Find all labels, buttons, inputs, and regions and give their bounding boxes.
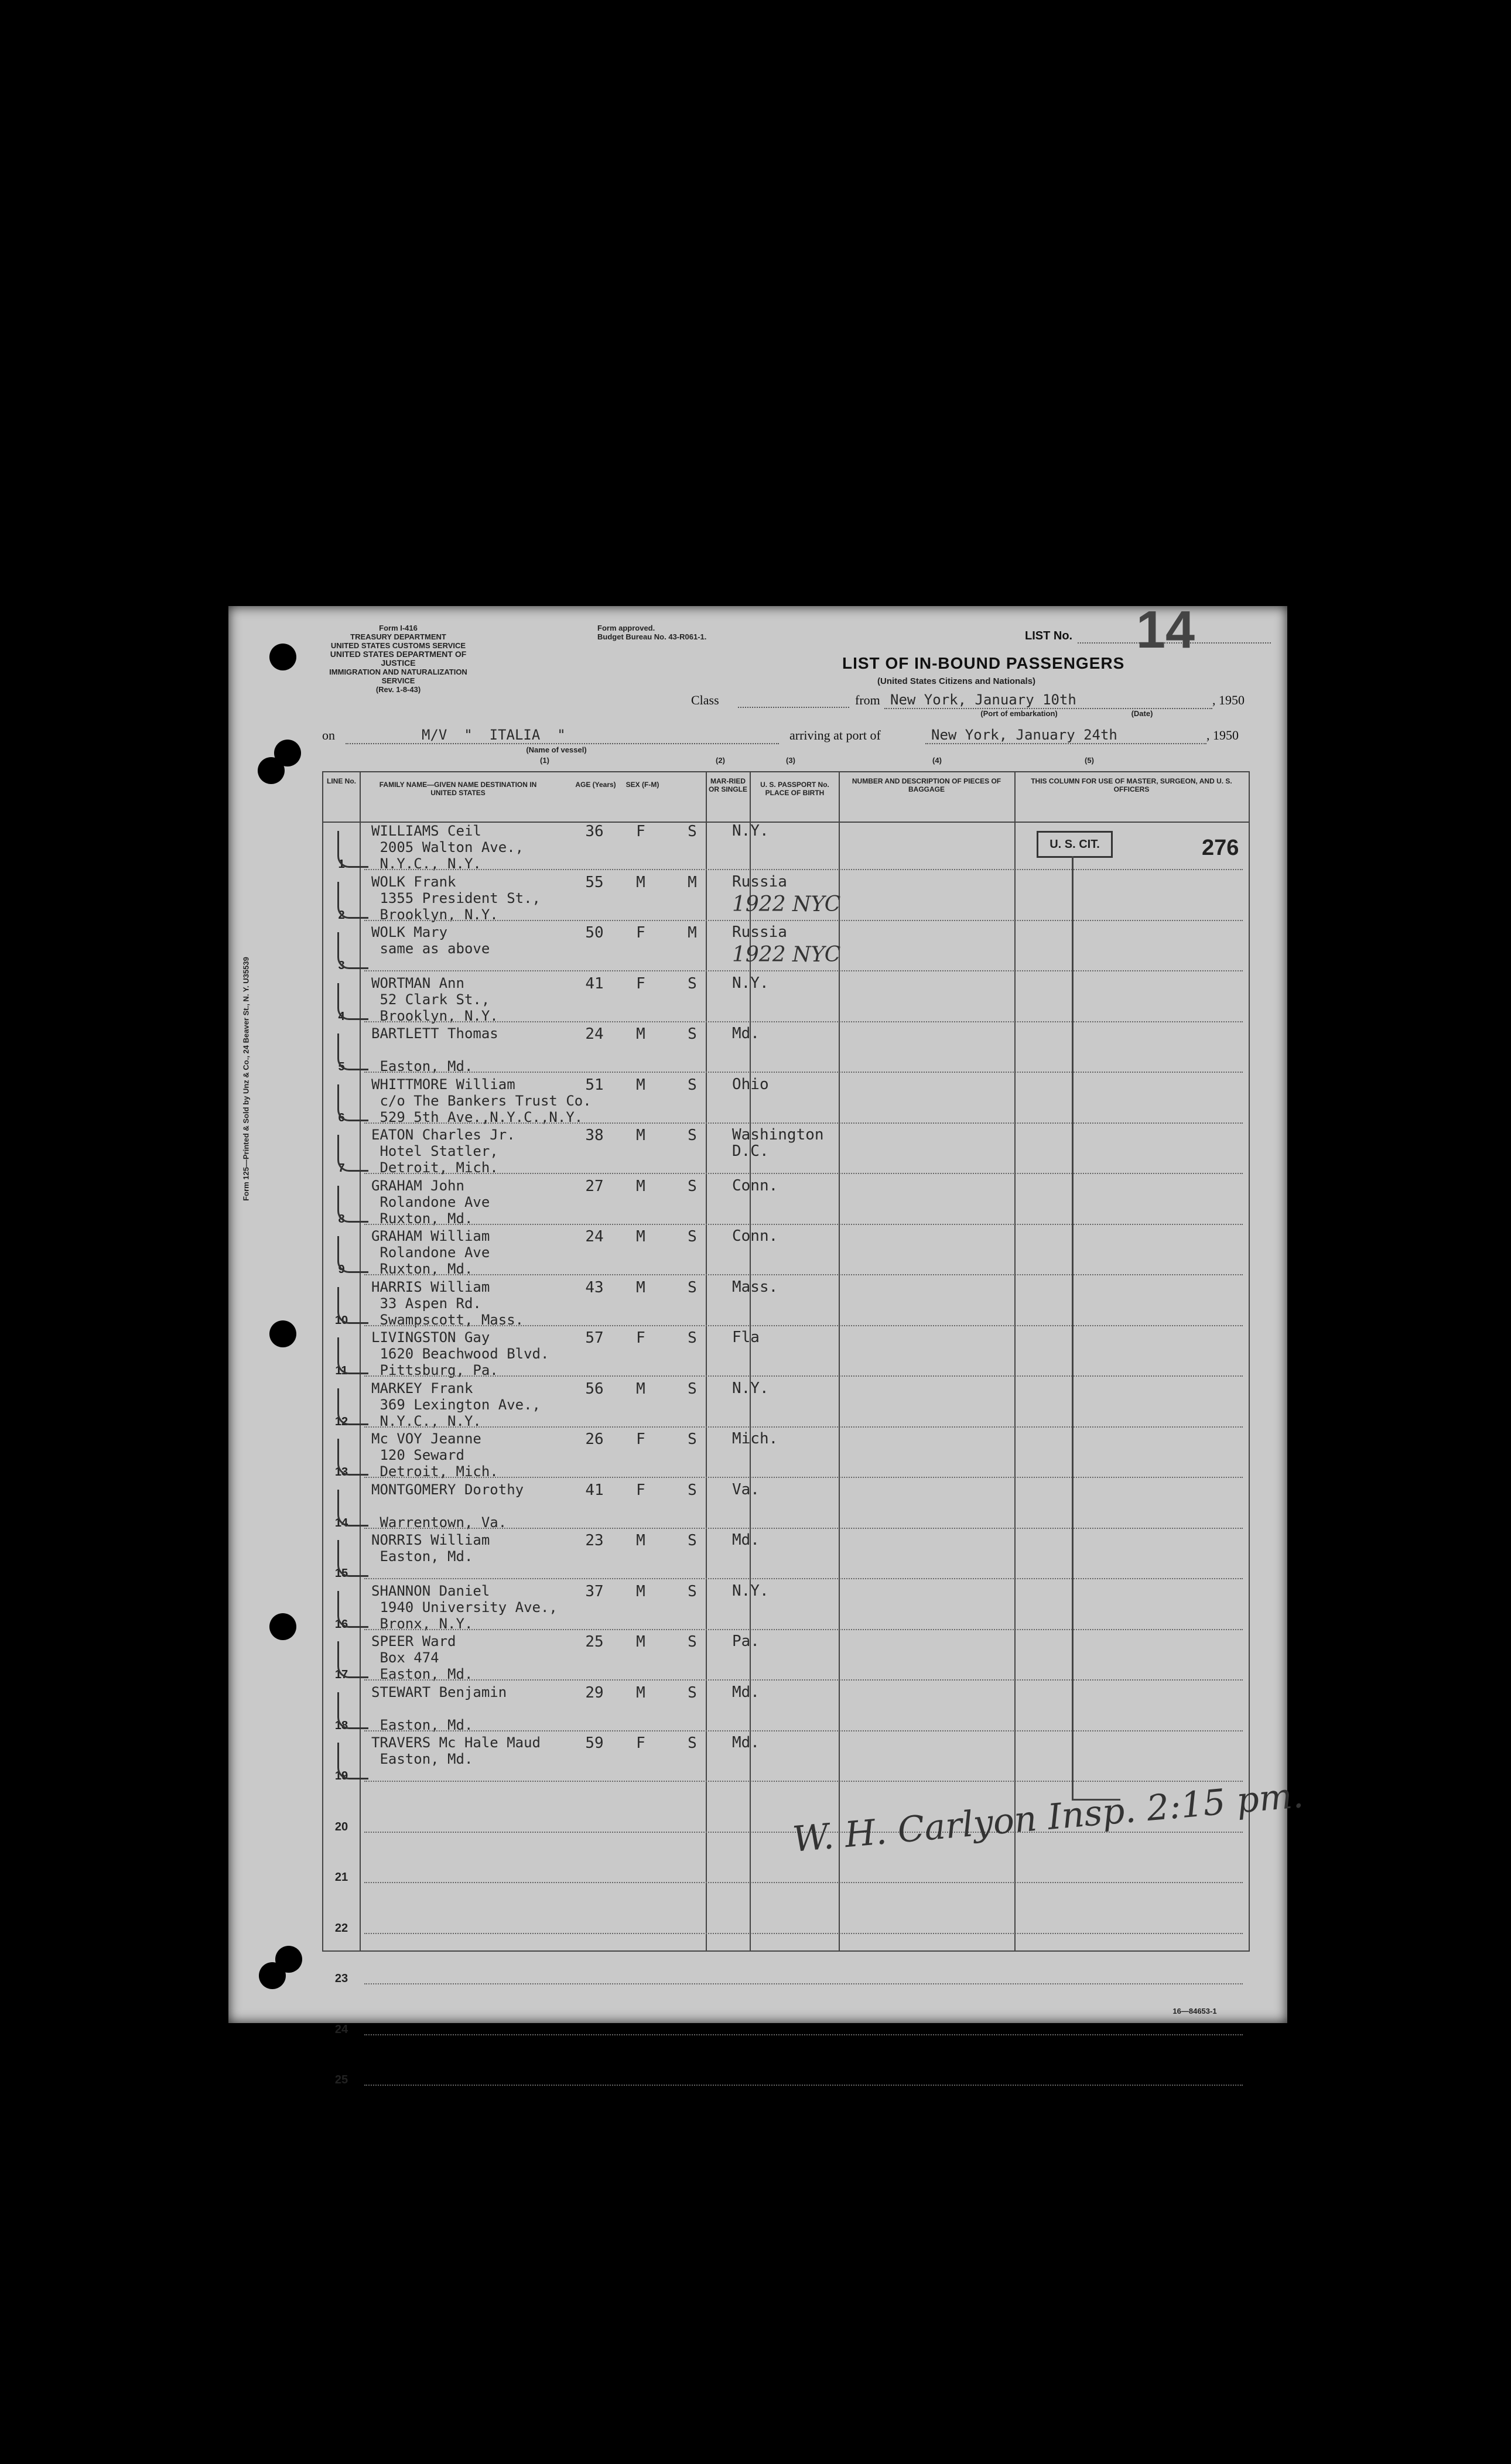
table-row	[323, 1887, 1249, 1938]
justice-label: UNITED STATES DEPARTMENT OF JUSTICE	[330, 649, 467, 668]
place-of-birth: Md.	[732, 1025, 760, 1042]
line-number: 21	[334, 1871, 348, 1884]
passenger-sex: M	[636, 1025, 645, 1043]
marital-status: S	[688, 1431, 697, 1448]
manifest-sheet	[228, 601, 1305, 2086]
check-mark	[337, 1540, 368, 1577]
check-mark	[337, 831, 368, 868]
place-of-birth: N.Y.	[732, 1379, 769, 1397]
marital-status: S	[688, 1278, 697, 1296]
place-of-birth: Russia	[732, 872, 787, 891]
line-number: 12	[334, 1415, 348, 1428]
line-number: 14	[334, 1516, 348, 1529]
passenger-age: 24	[585, 1228, 604, 1245]
passenger-age: 57	[585, 1329, 604, 1347]
line-number: 3	[338, 959, 345, 972]
check-mark	[337, 983, 368, 1020]
place-of-birth: Mich.	[732, 1430, 778, 1447]
check-mark	[337, 882, 368, 919]
from-label: from	[855, 693, 880, 707]
marital-status: S	[688, 1177, 697, 1195]
passenger-name: BARTLETT Thomas Easton, Md.	[371, 1025, 498, 1074]
col-header-line-no: LINE No.	[327, 777, 356, 785]
place-of-birth: Pa.	[732, 1633, 760, 1650]
passenger-sex: M	[636, 1177, 645, 1195]
check-mark	[337, 1337, 368, 1374]
marital-status: S	[688, 1633, 697, 1651]
agency-block	[316, 624, 480, 694]
marital-status: M	[688, 873, 697, 891]
line-number: 23	[334, 1972, 348, 1985]
line-number: 16	[334, 1617, 348, 1631]
passenger-age: 25	[585, 1633, 604, 1651]
passenger-sex: F	[636, 1329, 645, 1347]
line-number: 7	[338, 1162, 345, 1175]
line-number: 15	[334, 1567, 348, 1580]
passenger-sex: M	[636, 1076, 645, 1094]
place-of-birth: Conn.	[732, 1227, 778, 1245]
vessel-line	[346, 743, 779, 744]
marital-status: S	[688, 1734, 697, 1752]
passenger-name: MARKEY Frank 369 Lexington Ave., N.Y.C., N.Y.	[371, 1380, 541, 1429]
page-title: LIST OF IN-BOUND PASSENGERS	[842, 654, 1125, 672]
passenger-age: 24	[585, 1025, 604, 1043]
place-of-birth: Va.	[732, 1480, 760, 1498]
line-number: 10	[334, 1313, 348, 1327]
passenger-age: 23	[585, 1532, 604, 1549]
place-of-birth: N.Y.	[732, 1582, 769, 1600]
arriving-year: , 1950	[1206, 728, 1239, 742]
check-mark	[337, 1236, 368, 1273]
line-number: 22	[334, 1921, 348, 1935]
col-num-4: (4)	[932, 756, 942, 765]
arriving-line	[925, 743, 1206, 744]
col-header-married: MAR-RIED OR SINGLE	[709, 777, 748, 793]
marital-status: S	[688, 1076, 697, 1094]
passenger-sex: F	[636, 823, 645, 840]
form-approved: Form approved.	[597, 624, 655, 632]
passenger-name: WHITTMORE William c/o The Bankers Trust Co. 529 5th Ave.,N.Y.C.,N.Y.	[371, 1076, 592, 1125]
col-header-age: AGE (Years)	[575, 781, 616, 789]
passenger-sex: F	[636, 1481, 645, 1499]
passenger-sex: M	[636, 1228, 645, 1245]
passenger-name: NORRIS William Easton, Md.	[371, 1532, 490, 1565]
line-number: 20	[334, 1820, 348, 1833]
printer-margin-note: Form 125—Printed & Sold by Unz & Co., 24 Beaver St., N. Y. U35539	[241, 957, 251, 1201]
line-number: 2	[338, 908, 345, 922]
table-row	[323, 1937, 1249, 1988]
line-number: 8	[338, 1212, 345, 1226]
passenger-sex: M	[636, 1278, 645, 1296]
row-rule	[364, 2034, 1243, 2035]
marital-status: S	[688, 974, 697, 993]
check-mark	[337, 1033, 368, 1070]
customs-label: UNITED STATES CUSTOMS SERVICE	[330, 641, 466, 650]
passenger-name: WOLK Mary same as above	[371, 924, 490, 957]
passenger-sex: M	[636, 1532, 645, 1549]
check-mark	[337, 1186, 368, 1223]
place-of-birth: Md.	[732, 1683, 760, 1701]
inspector-signature: W. H. Carlyon Insp. 2:15 pm.	[791, 1775, 1305, 1860]
place-of-birth: N.Y.	[732, 974, 769, 992]
row-rule	[364, 1882, 1243, 1883]
check-mark	[337, 1743, 368, 1779]
place-of-birth: Md.	[732, 1734, 760, 1751]
passenger-name: HARRIS William 33 Aspen Rd. Swampscott, Mass.	[371, 1278, 524, 1328]
passenger-name: MONTGOMERY Dorothy Warrentown, Va.	[371, 1481, 524, 1531]
passenger-name: WILLIAMS Ceil 2005 Walton Ave., N.Y.C., N.Y.	[371, 823, 524, 872]
place-of-birth: Russia	[732, 923, 787, 941]
passenger-name: TRAVERS Mc Hale Maud Easton, Md.	[371, 1734, 541, 1767]
passenger-name: GRAHAM William Rolandone Ave Ruxton, Md.	[371, 1228, 490, 1277]
line-number: 6	[338, 1111, 345, 1124]
col-header-baggage: NUMBER AND DESCRIPTION OF PIECES OF BAGGAGE	[852, 777, 1001, 793]
passenger-age: 37	[585, 1582, 604, 1600]
line-number: 19	[334, 1770, 348, 1782]
passenger-sex: M	[636, 1380, 645, 1398]
check-mark	[337, 1641, 368, 1678]
place-of-birth: Md.	[732, 1531, 760, 1549]
place-of-birth: Ohio	[732, 1075, 769, 1093]
passenger-name: Mc VOY Jeanne 120 Seward Detroit, Mich.	[371, 1431, 498, 1480]
check-mark	[337, 1591, 368, 1628]
table-row	[323, 1988, 1249, 2039]
passenger-age: 41	[585, 974, 604, 993]
on-label: on	[322, 728, 335, 742]
line-number: 24	[334, 2022, 348, 2036]
row-rule	[364, 1933, 1243, 1934]
passenger-name: LIVINGSTON Gay 1620 Beachwood Blvd. Pittsburg, Pa.	[371, 1329, 549, 1378]
check-mark	[337, 1692, 368, 1729]
check-mark	[337, 1490, 368, 1527]
from-year: , 1950	[1212, 693, 1245, 707]
line-number: 1	[338, 858, 345, 871]
passenger-name: WORTMAN Ann 52 Clark St., Brooklyn, N.Y.	[371, 974, 498, 1024]
passenger-name: STEWART Benjamin Easton, Md.	[371, 1683, 507, 1733]
place-of-birth: N.Y.	[732, 822, 769, 840]
check-mark	[337, 932, 368, 969]
passenger-name: SPEER Ward Box 474 Easton, Md.	[371, 1633, 473, 1682]
marital-status: S	[688, 1582, 697, 1600]
rev-label: (Rev. 1-8-43)	[375, 685, 421, 694]
marital-status: S	[688, 1683, 697, 1702]
citizen-stamp: U. S. CIT.	[1037, 831, 1113, 858]
passenger-age: 43	[585, 1278, 604, 1296]
col-header-sex: SEX (F-M)	[625, 781, 659, 789]
officer-bracket-line	[1072, 856, 1120, 1801]
check-mark	[337, 1388, 368, 1425]
handwritten-note: 1922 NYC	[732, 943, 841, 967]
col-num-5: (5)	[1085, 756, 1094, 765]
passenger-sex: M	[636, 1582, 645, 1600]
line-number: 9	[338, 1263, 345, 1276]
list-number: 14	[1136, 601, 1195, 659]
arriving-label: arriving at port of	[789, 728, 881, 742]
passenger-sex: F	[636, 1431, 645, 1448]
passenger-age: 55	[585, 873, 604, 891]
ins-label: IMMIGRATION AND NATURALIZATION SERVICE	[329, 668, 467, 685]
punch-hole	[269, 644, 296, 670]
line-number: 4	[338, 1009, 345, 1023]
passenger-sex: M	[636, 1127, 645, 1144]
col-num-2: (2)	[716, 756, 725, 765]
vessel-caption: (Name of vessel)	[526, 745, 587, 754]
row-rule	[364, 2085, 1243, 2086]
check-mark	[337, 1287, 368, 1324]
passenger-name: SHANNON Daniel 1940 University Ave., Bronx, N.Y.	[371, 1582, 558, 1632]
line-number: 13	[334, 1466, 348, 1479]
passenger-age: 59	[585, 1734, 604, 1752]
marital-status: S	[688, 823, 697, 840]
handwritten-note: 1922 NYC	[732, 892, 841, 916]
passenger-age: 50	[585, 924, 604, 942]
budget-bureau: Budget Bureau No. 43-R061-1.	[597, 632, 707, 641]
col-header-passport: U. S. PASSPORT No. PLACE OF BIRTH	[760, 781, 829, 797]
passenger-age: 41	[585, 1481, 604, 1499]
punch-hole	[259, 1962, 286, 1989]
place-of-birth: Conn.	[732, 1176, 778, 1195]
passenger-sex: F	[636, 1734, 645, 1752]
check-mark	[337, 1135, 368, 1172]
line-number: 17	[334, 1668, 348, 1681]
check-mark	[337, 1084, 368, 1121]
page-subtitle: (United States Citizens and Nationals)	[877, 676, 1036, 686]
marital-status: S	[688, 1228, 697, 1245]
footer-code: 16—84653-1	[1172, 2007, 1217, 2015]
from-value: New York, January 10th	[890, 692, 1076, 708]
punch-hole	[258, 757, 285, 784]
passenger-age: 56	[585, 1380, 604, 1398]
marital-status: S	[688, 1025, 697, 1043]
marital-status: S	[688, 1329, 697, 1347]
marital-status: M	[688, 924, 697, 942]
passenger-sex: M	[636, 1683, 645, 1702]
passenger-age: 27	[585, 1177, 604, 1195]
check-mark	[337, 1439, 368, 1476]
approval-block	[597, 624, 738, 641]
passenger-age: 29	[585, 1683, 604, 1702]
treasury-label: TREASURY DEPARTMENT	[350, 632, 446, 641]
date-caption: (Date)	[1131, 709, 1153, 718]
passenger-age: 51	[585, 1076, 604, 1094]
col-num-3: (3)	[786, 756, 795, 765]
list-no-label: LIST No.	[1025, 629, 1073, 642]
passenger-name: EATON Charles Jr. Hotel Statler, Detroit, Mich.	[371, 1127, 515, 1176]
row-rule	[364, 1983, 1243, 1984]
port-emb-caption: (Port of embarkation)	[980, 709, 1058, 718]
col-header-name: FAMILY NAME—GIVEN NAME DESTINATION IN UNITED STATES	[379, 781, 537, 797]
place-of-birth: Fla	[732, 1329, 760, 1346]
stamp-number: 276	[1202, 836, 1239, 860]
passenger-sex: F	[636, 924, 645, 942]
col-header-officers: THIS COLUMN FOR USE OF MASTER, SURGEON, AND U. S. OFFICERS	[1031, 777, 1232, 793]
place-of-birth: Washington D.C.	[732, 1126, 824, 1160]
line-number: 25	[334, 2073, 348, 2086]
passenger-name: WOLK Frank 1355 President St., Brooklyn, N.Y.	[371, 873, 541, 923]
punch-hole	[269, 1320, 296, 1347]
line-number: 18	[334, 1719, 348, 1732]
marital-status: S	[688, 1127, 697, 1144]
class-line	[738, 707, 849, 708]
line-number: 5	[338, 1060, 345, 1073]
place-of-birth: Mass.	[732, 1278, 778, 1296]
passenger-sex: F	[636, 974, 645, 993]
table-row	[323, 2038, 1249, 2089]
passenger-name: GRAHAM John Rolandone Ave Ruxton, Md.	[371, 1177, 490, 1227]
marital-status: S	[688, 1380, 697, 1398]
punch-hole	[269, 1613, 296, 1640]
passenger-sex: M	[636, 873, 645, 891]
passenger-sex: M	[636, 1633, 645, 1651]
col-num-1: (1)	[540, 756, 549, 765]
passenger-age: 26	[585, 1431, 604, 1448]
passenger-age: 36	[585, 823, 604, 840]
arriving-value: New York, January 24th	[931, 727, 1117, 743]
table-row	[323, 1836, 1249, 1887]
marital-status: S	[688, 1532, 697, 1549]
form-number: Form I-416	[379, 624, 418, 632]
vessel-name: M/V " ITALIA "	[422, 727, 566, 743]
passenger-age: 38	[585, 1127, 604, 1144]
line-number: 11	[335, 1364, 348, 1377]
marital-status: S	[688, 1481, 697, 1499]
class-label: Class	[691, 693, 719, 707]
